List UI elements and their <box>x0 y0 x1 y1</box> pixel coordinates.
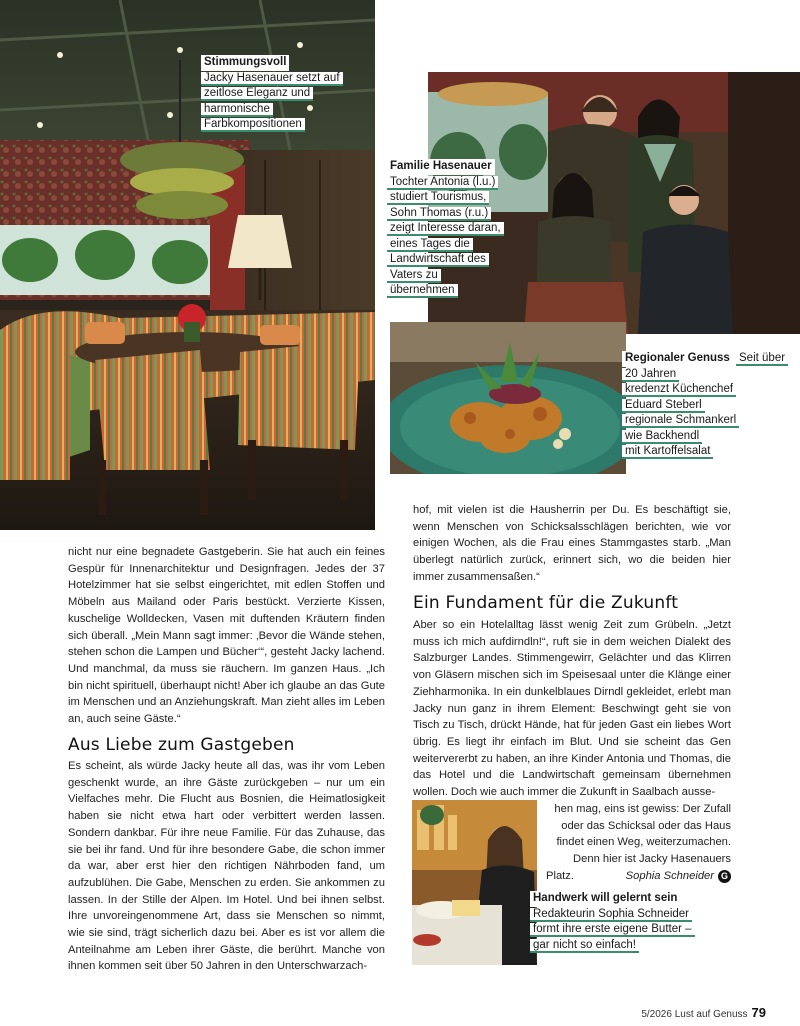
left-column-body <box>68 758 385 975</box>
author-signature <box>626 868 731 885</box>
closing-word: Platz. <box>546 869 574 882</box>
author-name: Sophia Schneider <box>625 869 714 882</box>
caption-handwerk <box>530 891 730 953</box>
caption-line: eines Tages die <box>387 238 473 252</box>
closing-line <box>546 868 731 885</box>
section-heading-fundament: Ein Fundament für die Zukunft <box>413 593 679 613</box>
caption-title: Handwerk will gelernt sein <box>530 891 680 907</box>
caption-stimmungsvoll <box>201 55 371 133</box>
caption-line: gar nicht so einfach! <box>530 939 639 953</box>
right-column-intro <box>413 502 731 586</box>
body-paragraph: Es scheint, als würde Jacky heute all das, was ihr vom Leben geschenkt wurde, an ihre Gäste zurückgeben – nur um ein Vielfaches mehr. Die Flucht aus Bosnien, die Heimatlosigkeit haben sie nicht etwa hart oder verbittert werden lassen. Sondern dankbar. Für ihre neue Familie. Für das Zuhause, das sie bei ihr fand. Und für ihre besondere Gabe, die schon immer da war, aber erst hier den richtigen Nährboden fand, um aufzublühen. Die Gabe, Menschen zu erden. Sie ankommen zu lassen. In der Stille der Alpen. Im Hotel. Und bei ihnen selbst. Ihre unvoreingenommene Art, dass sie Menschen so nimmt, wie sie sind, trägt sicherlich dazu bei. Aber es ist vor allem die Anteilnahme am Leben ihrer Gäste, die berührt. Manche von ihnen kommen seit über 50 Jahren in den Unterschwarzach- <box>68 760 385 973</box>
left-column-intro <box>68 544 385 728</box>
right-column-wrap <box>546 801 731 885</box>
caption-line: Redakteurin Sophia Schneider <box>530 908 692 922</box>
caption-line: formt ihre erste eigene Butter – <box>530 923 695 937</box>
body-line: Denn hier ist Jacky Hasenauers <box>573 853 731 866</box>
caption-title: Regionaler Genuss <box>622 351 733 367</box>
caption-line: studiert Tourismus, <box>387 191 489 205</box>
body-paragraph: hof, mit vielen ist die Hausherrin per Du. Es beschäftigt sie, wenn Menschen von Schicksalsschlägen berichten, wie vor einigen Wochen, als die Frau eines Stammgastes starb. „Man überlegt natürlich zurück, erinnert sich, wo die beiden hier immer zusammensaßen.“ <box>413 504 731 583</box>
caption-line: regionale Schmankerl <box>622 414 739 428</box>
body-line: findet einen Weg, weiterzumachen. <box>556 836 731 849</box>
food-photo <box>390 322 626 474</box>
body-paragraph: nicht nur eine begnadete Gastgeberin. Sie hat auch ein feines Gespür für Innenarchitektur und Designfragen. Jedes der 37 Hotelzimmer hat sie selbst eingerichtet, mit edlen Stoffen und Möbeln aus Mailand oder Paris bestückt. Verzierte Kissen, kuschelige Wolldecken, Vasen mit duftenden Kräutern finden sich überall. „Mein Mann sagt immer: ‚Bevor die Wände stehen, stehen schon die Lampen und Bücher‘“, gesteht Jacky lachend. Und manchmal, da muss sie räuchern. Im ganzen Haus. „Ich bin nicht spirituell, überhaupt nicht! Aber ich glaube an das Gute im Menschen und an Anziehungskraft. Man zieht alles im Leben an, auch seine Gäste.“ <box>68 546 385 726</box>
caption-title: Familie Hasenauer <box>387 159 495 175</box>
page-footer <box>641 1005 766 1020</box>
caption-line: zeigt Interesse daran, <box>387 222 504 236</box>
caption-line: Tochter Antonia (l.u.) <box>387 176 498 190</box>
butter-making-photo <box>412 800 537 965</box>
caption-familie <box>387 159 517 299</box>
caption-line: wie Backhendl <box>622 430 702 444</box>
caption-line: Eduard Steberl <box>622 399 705 413</box>
issue-label: 5/2026 Lust auf Genuss <box>641 1009 748 1020</box>
caption-line: Sohn Thomas (r.u.) <box>387 207 491 221</box>
caption-line: Seit über 20 Jahren <box>622 352 788 382</box>
body-line: oder das Schicksal oder das Haus <box>561 819 731 832</box>
caption-title: Stimmungsvoll <box>201 55 289 71</box>
body-line: hen mag, eins ist gewiss: Der Zufall <box>554 803 731 815</box>
caption-line: Vaters zu <box>387 269 441 283</box>
caption-line: harmonische Farbkompositionen <box>201 103 305 133</box>
right-column-body <box>413 617 731 801</box>
section-heading-gastgeben: Aus Liebe zum Gastgeben <box>68 735 295 755</box>
caption-line: Landwirtschaft des <box>387 253 489 267</box>
body-paragraph: Aber so ein Hotelalltag lässt wenig Zeit zum Grübeln. „Jetzt muss ich mich aufdirndln!“, ruft sie in dem weichen Dialekt des Salzburger Landes. Stimmengewirr, Gelächter und das Klirren von Gläsern mischen sich im Speisesaal unter die Klänge einer Ziehharmonika. In ein dunkelblaues Dirndl gekleidet, erlebt man Jacky nun ganz in ihrem Element: Beschwingt geht sie von Tisch zu Tisch, drückt Hände, hat für jeden Gast ein liebes Wort übrig. Es liegt ihr einfach im Blut. Und sie scheint das Gen weitervererbt zu haben, an ihre Kinder Antonia und Thomas, die das Hotel und die Landwirtschaft gemeinsam übernehmen wollen. Doch wie auch immer die Zukunft in Saalbach ausse- <box>413 619 731 799</box>
page-number: 79 <box>751 1005 766 1020</box>
caption-line: kredenzt Küchenchef <box>622 383 736 397</box>
caption-line: übernehmen <box>387 284 458 298</box>
caption-line: mit Kartoffelsalat <box>622 445 713 459</box>
caption-regionaler-genuss <box>622 351 792 460</box>
caption-line: Jacky Hasenauer setzt auf <box>201 72 343 86</box>
caption-line: zeitlose Eleganz und <box>201 87 313 101</box>
end-mark-icon: G <box>718 870 731 883</box>
